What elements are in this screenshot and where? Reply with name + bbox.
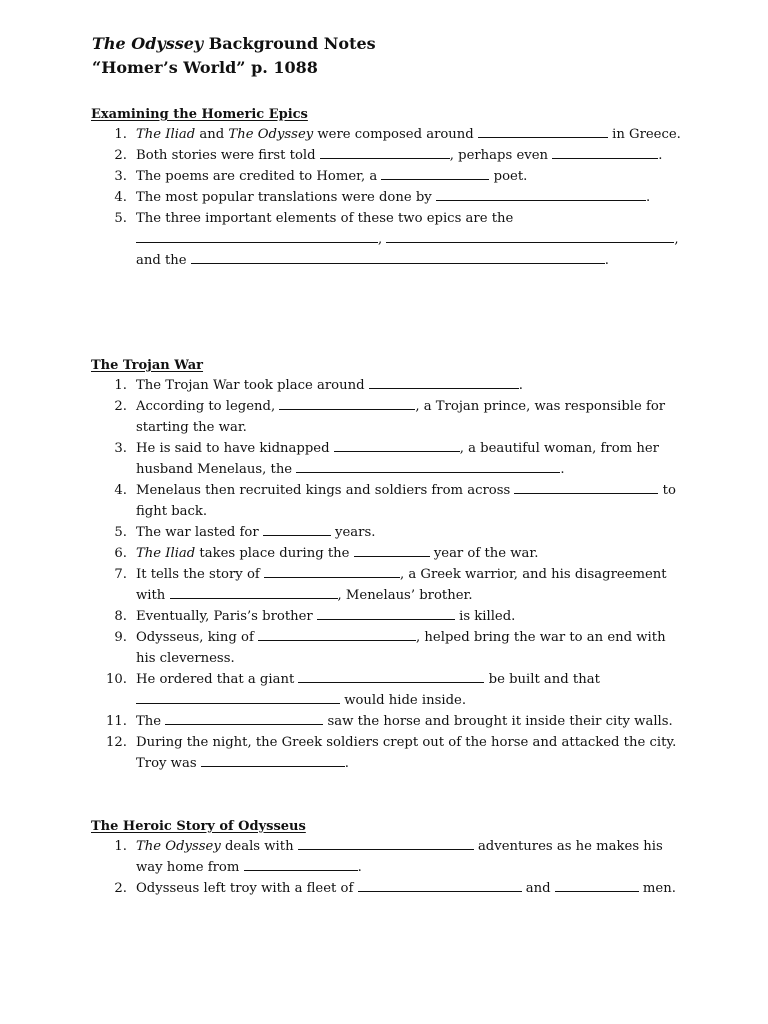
answer-blank[interactable] — [191, 250, 605, 264]
item-number: 5. — [114, 211, 127, 226]
text-run: The Trojan War took place around — [136, 378, 369, 393]
text-run: He ordered that a giant — [136, 672, 299, 687]
text-run: Odysseus left troy with a fleet of — [136, 881, 358, 896]
text-run: . — [518, 378, 523, 393]
answer-blank[interactable] — [136, 229, 378, 243]
trojan-war-list — [0, 375, 768, 774]
list-item — [0, 438, 768, 480]
item-number: 6. — [114, 546, 127, 561]
item-number: 5. — [114, 525, 127, 540]
list-item — [0, 836, 768, 878]
item-text — [136, 396, 684, 438]
item-text — [136, 375, 684, 396]
text-run: The war lasted for — [136, 525, 263, 540]
list-item — [0, 145, 768, 166]
answer-blank[interactable] — [165, 711, 323, 725]
text-run: deals with — [220, 839, 298, 854]
text-run: year of the war. — [429, 546, 539, 561]
item-number: 10. — [106, 672, 127, 687]
item-number: 2. — [114, 881, 127, 896]
answer-blank[interactable] — [436, 187, 646, 201]
item-number: 12. — [106, 735, 127, 750]
item-number: 1. — [114, 127, 127, 142]
text-run: to fight back. — [136, 483, 676, 519]
answer-blank[interactable] — [317, 606, 455, 620]
section-heading-homeric-epics: Examining the Homeric Epics — [91, 107, 308, 122]
text-run: is killed. — [454, 609, 516, 624]
item-number: 2. — [114, 148, 127, 163]
list-item — [0, 606, 768, 627]
item-text — [136, 711, 684, 732]
item-text — [136, 124, 684, 145]
item-text — [136, 836, 684, 878]
answer-blank[interactable] — [298, 669, 484, 683]
item-number: 2. — [114, 399, 127, 414]
item-number: 1. — [114, 378, 127, 393]
list-item — [0, 627, 768, 669]
text-run: The most popular translations were done by — [136, 190, 436, 205]
text-run: . — [560, 462, 565, 477]
answer-blank[interactable] — [298, 836, 474, 850]
text-run: During the night, the Greek soldiers crept out of the horse and attacked the city. Troy was — [136, 735, 677, 771]
text-run: The — [136, 714, 166, 729]
list-item — [0, 878, 768, 899]
text-run: Eventually, Paris’s brother — [136, 609, 317, 624]
item-number: 4. — [114, 483, 127, 498]
page-subtitle: “Homer’s World” p. 1088 — [92, 58, 318, 77]
answer-blank[interactable] — [381, 166, 489, 180]
section-heading-odysseus: The Heroic Story of Odysseus — [91, 819, 306, 834]
item-number: 8. — [114, 609, 127, 624]
answer-blank[interactable] — [170, 585, 338, 599]
answer-blank[interactable] — [264, 564, 400, 578]
text-run: and — [521, 881, 555, 896]
answer-blank[interactable] — [369, 375, 519, 389]
text-run: years. — [330, 525, 376, 540]
answer-blank[interactable] — [263, 522, 331, 536]
item-text — [136, 627, 684, 669]
item-number: 7. — [114, 567, 127, 582]
text-run: Menelaus then recruited kings and soldiers from across — [136, 483, 515, 498]
text-run: He is said to have kidnapped — [136, 441, 334, 456]
text-run: . — [645, 190, 651, 205]
list-item — [0, 480, 768, 522]
item-text — [136, 878, 684, 899]
text-run: The poems are credited to Homer, a — [136, 169, 382, 184]
page-title — [92, 34, 376, 54]
answer-blank[interactable] — [279, 396, 415, 410]
italic-title: The Iliad — [136, 546, 196, 561]
homeric-epics-list — [0, 124, 768, 271]
answer-blank[interactable] — [478, 124, 608, 138]
item-text — [136, 669, 684, 711]
item-text — [136, 145, 684, 166]
item-number: 11. — [106, 714, 127, 729]
italic-title: The Odyssey — [136, 839, 221, 854]
text-run: Both stories were first told — [136, 148, 320, 163]
list-item — [0, 375, 768, 396]
text-run: . — [357, 860, 362, 875]
text-run: . — [344, 756, 349, 771]
italic-title: The Odyssey — [228, 127, 314, 142]
text-run: be built and that — [484, 672, 600, 687]
text-run: Odysseus, king of — [136, 630, 259, 645]
list-item — [0, 564, 768, 606]
item-text — [136, 208, 684, 271]
text-run: The three important elements of these two epics are the — [136, 211, 514, 226]
answer-blank[interactable] — [354, 543, 430, 557]
list-item — [0, 669, 768, 711]
list-item — [0, 396, 768, 438]
answer-blank[interactable] — [258, 627, 416, 641]
list-item — [0, 124, 768, 145]
answer-blank[interactable] — [552, 145, 658, 159]
list-item — [0, 711, 768, 732]
text-run: , perhaps even — [449, 148, 553, 163]
item-number: 4. — [114, 190, 127, 205]
page-title-italic: The Odyssey — [92, 34, 204, 53]
text-run: According to legend, — [136, 399, 280, 414]
item-text — [136, 187, 684, 208]
page-title-rest: Background Notes — [203, 34, 376, 53]
text-run: in Greece. — [607, 127, 681, 142]
answer-blank[interactable] — [244, 857, 358, 871]
item-text — [136, 606, 684, 627]
answer-blank[interactable] — [555, 878, 639, 892]
item-text — [136, 438, 684, 480]
text-run: , and the — [136, 232, 679, 268]
answer-blank[interactable] — [358, 878, 522, 892]
text-run: , helped bring the war to an end with his cleverness. — [136, 630, 666, 666]
text-run: and — [195, 127, 229, 142]
item-text — [136, 522, 684, 543]
answer-blank[interactable] — [386, 229, 674, 243]
italic-title: The Iliad — [136, 127, 196, 142]
answer-blank[interactable] — [514, 480, 658, 494]
answer-blank[interactable] — [320, 145, 450, 159]
item-text — [136, 564, 684, 606]
section-heading-trojan-war: The Trojan War — [91, 358, 204, 373]
answer-blank[interactable] — [136, 690, 340, 704]
answer-blank[interactable] — [334, 438, 460, 452]
answer-blank[interactable] — [201, 753, 345, 767]
text-run: men. — [638, 881, 676, 896]
list-item — [0, 166, 768, 187]
list-item — [0, 543, 768, 564]
text-run: were composed around — [313, 127, 478, 142]
item-text — [136, 732, 684, 774]
text-run: It tells the story of — [136, 567, 264, 582]
text-run: . — [604, 253, 609, 268]
list-item — [0, 208, 768, 271]
text-run: adventures as he makes his way home from — [136, 839, 663, 875]
text-run: poet. — [489, 169, 528, 184]
text-run: takes place during the — [195, 546, 354, 561]
text-run: , a Trojan prince, was responsible for starting the war. — [136, 399, 666, 435]
odysseus-list — [0, 836, 768, 899]
item-text — [136, 543, 684, 564]
text-run: , a beautiful woman, from her husband Menelaus, the — [136, 441, 659, 477]
text-run: . — [658, 148, 663, 163]
text-run: , Menelaus’ brother. — [337, 588, 473, 603]
text-run: would hide inside. — [340, 693, 467, 708]
text-run: , — [378, 232, 387, 247]
item-number: 3. — [114, 441, 127, 456]
list-item — [0, 732, 768, 774]
text-run: saw the horse and brought it inside their city walls. — [323, 714, 673, 729]
item-text — [136, 166, 684, 187]
list-item — [0, 522, 768, 543]
item-number: 3. — [114, 169, 127, 184]
item-number: 9. — [114, 630, 127, 645]
text-run: , a Greek warrior, and his disagreement with — [136, 567, 667, 603]
answer-blank[interactable] — [296, 459, 560, 473]
list-item — [0, 187, 768, 208]
item-number: 1. — [114, 839, 127, 854]
item-text — [136, 480, 684, 522]
